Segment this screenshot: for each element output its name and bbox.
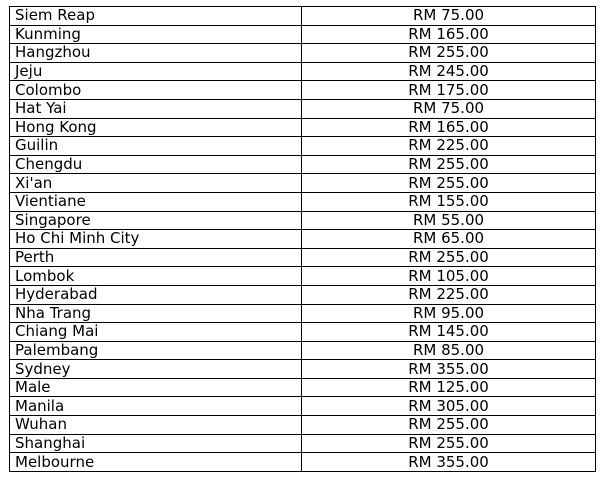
table-row (10, 230, 596, 249)
price-cell: RM 95.00 (302, 304, 596, 323)
destination-cell: Siem Reap (10, 7, 302, 26)
table-row (10, 81, 596, 100)
table-row (10, 137, 596, 156)
destination-cell: Vientiane (10, 192, 302, 211)
price-cell: RM 225.00 (302, 285, 596, 304)
destination-cell: Manila (10, 397, 302, 416)
table-row (10, 397, 596, 416)
table-row (10, 360, 596, 379)
destination-cell: Singapore (10, 211, 302, 230)
price-cell: RM 125.00 (302, 378, 596, 397)
table-row (10, 62, 596, 81)
destination-cell: Kunming (10, 25, 302, 44)
destination-cell: Ho Chi Minh City (10, 230, 302, 249)
table-row (10, 304, 596, 323)
price-cell: RM 75.00 (302, 99, 596, 118)
destination-cell: Male (10, 378, 302, 397)
destination-cell: Colombo (10, 81, 302, 100)
destination-cell: Palembang (10, 341, 302, 360)
price-cell: RM 75.00 (302, 7, 596, 26)
destination-cell: Wuhan (10, 416, 302, 435)
price-cell: RM 255.00 (302, 416, 596, 435)
price-cell: RM 255.00 (302, 248, 596, 267)
table-row (10, 25, 596, 44)
table-row (10, 99, 596, 118)
table-row (10, 248, 596, 267)
price-cell: RM 165.00 (302, 118, 596, 137)
destination-cell: Nha Trang (10, 304, 302, 323)
destination-cell: Sydney (10, 360, 302, 379)
destination-cell: Hat Yai (10, 99, 302, 118)
destination-cell: Chengdu (10, 155, 302, 174)
destination-cell: Hong Kong (10, 118, 302, 137)
destination-cell: Perth (10, 248, 302, 267)
table-row (10, 323, 596, 342)
price-cell: RM 175.00 (302, 81, 596, 100)
table-row (10, 285, 596, 304)
fare-table (9, 6, 596, 472)
table-row (10, 118, 596, 137)
destination-cell: Melbourne (10, 453, 302, 472)
price-cell: RM 65.00 (302, 230, 596, 249)
price-cell: RM 255.00 (302, 174, 596, 193)
price-cell: RM 85.00 (302, 341, 596, 360)
table-row (10, 378, 596, 397)
price-cell: RM 255.00 (302, 44, 596, 63)
price-cell: RM 155.00 (302, 192, 596, 211)
table-row (10, 341, 596, 360)
destination-cell: Lombok (10, 267, 302, 286)
table-row (10, 44, 596, 63)
destination-cell: Hyderabad (10, 285, 302, 304)
destination-cell: Xi'an (10, 174, 302, 193)
price-cell: RM 305.00 (302, 397, 596, 416)
destination-cell: Jeju (10, 62, 302, 81)
table-row (10, 192, 596, 211)
table-row (10, 174, 596, 193)
price-cell: RM 355.00 (302, 453, 596, 472)
destination-cell: Chiang Mai (10, 323, 302, 342)
price-cell: RM 165.00 (302, 25, 596, 44)
table-row (10, 155, 596, 174)
table-row (10, 267, 596, 286)
table-row (10, 453, 596, 472)
table-row (10, 211, 596, 230)
price-cell: RM 245.00 (302, 62, 596, 81)
price-cell: RM 255.00 (302, 434, 596, 453)
price-cell: RM 355.00 (302, 360, 596, 379)
price-cell: RM 105.00 (302, 267, 596, 286)
fare-table-body (10, 7, 596, 472)
destination-cell: Hangzhou (10, 44, 302, 63)
table-row (10, 416, 596, 435)
price-cell: RM 145.00 (302, 323, 596, 342)
price-cell: RM 55.00 (302, 211, 596, 230)
destination-cell: Shanghai (10, 434, 302, 453)
destination-cell: Guilin (10, 137, 302, 156)
table-row (10, 7, 596, 26)
price-cell: RM 255.00 (302, 155, 596, 174)
table-row (10, 434, 596, 453)
price-cell: RM 225.00 (302, 137, 596, 156)
fare-table-container (9, 6, 595, 472)
